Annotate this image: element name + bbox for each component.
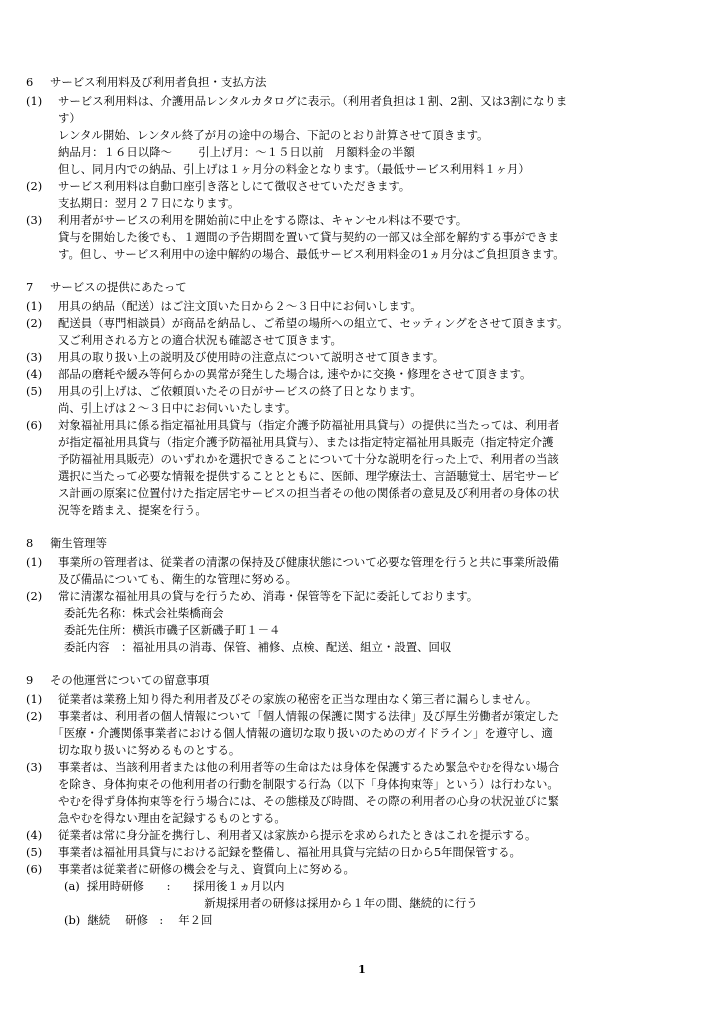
item-text: 況等を踏まえ、提案を行う。 bbox=[58, 503, 207, 517]
section-title: その他運営についての留意事項 bbox=[50, 673, 210, 687]
item-marker: (6) bbox=[26, 418, 43, 432]
item-marker: (2) bbox=[26, 709, 43, 723]
item-marker: (5) bbox=[26, 384, 43, 398]
list-item bbox=[0, 844, 724, 861]
item-text: 事業者は、当該利用者または他の利用者等の生命はたは身体を保護するため緊急やむを得ない場合 bbox=[58, 760, 560, 774]
item-marker: (3) bbox=[26, 350, 43, 364]
list-item bbox=[0, 366, 724, 383]
section-title: サービス利用料及び利用者負担・支払方法 bbox=[50, 75, 267, 89]
consignment-address: 委託先住所：横浜市磯子区新磯子町１－４ bbox=[64, 623, 281, 637]
list-item bbox=[0, 315, 724, 349]
section-8 bbox=[0, 535, 724, 656]
list-item bbox=[0, 827, 724, 844]
item-text: を除き、身体拘束その他利用者の行動を制限する行為（以下「身体拘束等」という）は行わない。 bbox=[58, 777, 559, 791]
item-text: 対象福祉用具に係る指定福祉用具貸与（指定介護予防福祉用具貸与）の提供に当たっては、利用者 bbox=[58, 418, 560, 432]
item-text: 貸与を開始した後でも、１週間の予告期間を置いて貸与契約の一部又は全部を解約する事ができま bbox=[58, 230, 560, 244]
item-marker: (6) bbox=[26, 862, 43, 876]
section-number: 6 bbox=[26, 75, 34, 89]
item-text: す。但し、サービス利用中の途中解約の場合、最低サービス利用料金の1ヵ月分はご負担頂きます。 bbox=[58, 247, 565, 261]
list-item bbox=[0, 417, 724, 519]
list-item bbox=[0, 383, 724, 417]
section-heading bbox=[26, 74, 724, 91]
item-marker: (1) bbox=[26, 555, 43, 569]
item-text: 従業者は業務上知り得た利用者及びその家族の秘密を正当な理由なく第三者に漏らしません。 bbox=[58, 692, 538, 706]
item-marker: (2) bbox=[26, 179, 43, 193]
item-text: ス計画の原案に位置付けた指定居宅サービスの担当者その他の関係者の意見及び利用者の身体の状 bbox=[58, 486, 560, 500]
item-text: やむを得ず身体拘束等を行う場合には、その態様及び時間、その際の利用者の心身の状況並びに緊 bbox=[58, 794, 560, 808]
item-marker: (1) bbox=[26, 692, 43, 706]
section-title: 衛生管理等 bbox=[50, 536, 107, 550]
consignment-content: 委託内容 ：福祉用具の消毒、保管、補修、点検、配送、組立・設置、回収 bbox=[64, 640, 452, 654]
item-text: 但し、同月内での納品、引上げは１ヶ月分の料金となります。（最低サービス利用料１ヶ月） bbox=[58, 162, 530, 176]
training-schedule bbox=[0, 878, 724, 929]
item-text: 急やむを得ない理由を記録するものとする。 bbox=[58, 811, 286, 825]
item-text: す） bbox=[58, 111, 81, 125]
section-heading bbox=[26, 672, 724, 689]
item-text: 尚、引上げは２～３日中にお伺いいたします。 bbox=[58, 401, 297, 415]
list-item bbox=[0, 349, 724, 366]
list-item bbox=[0, 93, 724, 178]
section-number: 7 bbox=[26, 280, 34, 294]
section-heading bbox=[26, 279, 724, 296]
item-text: レンタル開始、レンタル終了が月の途中の場合、下記のとおり計算させて頂きます。 bbox=[58, 128, 489, 142]
document-page bbox=[0, 74, 724, 945]
item-text: 常に清潔な福祉用具の貸与を行うため、消毒・保管等を下記に委託しております。 bbox=[58, 589, 479, 603]
list-item bbox=[0, 212, 724, 263]
item-text: 用具の引上げは、ご依頼頂いたその日がサービスの終了日となります。 bbox=[58, 384, 422, 398]
item-text: サービス利用料は、介護用品レンタルカタログに表示。（利用者負担は１割、2割、又は3割になりま bbox=[58, 94, 568, 108]
item-text: 事業者は従業者に研修の機会を与え、資質向上に努める。 bbox=[58, 862, 355, 876]
page-number: 1 bbox=[358, 963, 366, 976]
item-text: 又ご利用される方との適合状況も確認させて頂きます。 bbox=[58, 333, 342, 347]
list-item bbox=[0, 759, 724, 827]
item-text: 事業者は、利用者の個人情報について「個人情報の保護に関する法律」及び厚生労働者が策定した bbox=[58, 709, 559, 723]
consignment-name: 委託先名称：株式会社柴橋商会 bbox=[64, 606, 224, 620]
item-marker: (1) bbox=[26, 299, 43, 313]
list-item bbox=[0, 178, 724, 212]
item-text: 納品月：１６日以降～ 引上げ月：～１５日以前 月額料金の半額 bbox=[58, 145, 415, 159]
item-marker: (4) bbox=[26, 828, 43, 842]
section-number: 8 bbox=[26, 536, 34, 550]
item-text: 及び備品についても、衛生的な管理に努める。 bbox=[58, 572, 297, 586]
item-marker: (4) bbox=[26, 367, 43, 381]
item-text: 配送員（専門相談員）が商品を納品し、ご希望の場所への組立て、セッティングをさせて頂きます。 bbox=[58, 316, 569, 330]
item-marker: (1) bbox=[26, 94, 43, 108]
list-item bbox=[0, 861, 724, 878]
consignment-details bbox=[0, 605, 724, 656]
section-title: サービスの提供にあたって bbox=[50, 280, 187, 294]
item-text: 切な取り扱いに努めるものとする。 bbox=[58, 743, 241, 757]
item-text: 事業者は福祉用具貸与における記録を整備し、福祉用具貸与完結の日から5年間保管する。 bbox=[58, 845, 521, 859]
section-9 bbox=[0, 672, 724, 929]
item-text: 部品の磨耗や緩み等何らかの異常が発生した場合は, 速やかに交換・修理をさせて頂きます。 bbox=[58, 367, 532, 381]
item-marker: (3) bbox=[26, 760, 43, 774]
section-number: 9 bbox=[26, 673, 34, 687]
item-text: 用具の納品（配送）はご注文頂いた日から２～３日中にお伺いします。 bbox=[58, 299, 422, 313]
item-marker: (2) bbox=[26, 316, 43, 330]
item-marker: (3) bbox=[26, 213, 43, 227]
training-hire: (a) 採用時研修 : 採用後１ヵ月以内 bbox=[64, 879, 285, 893]
item-text: サービス利用料は自動口座引き落としにて徴収させていただきます。 bbox=[58, 179, 411, 193]
item-text: 支払期日：翌月２７日になります。 bbox=[58, 196, 240, 210]
item-text: 用具の取り扱い上の説明及び使用時の注意点について説明させて頂きます。 bbox=[58, 350, 445, 364]
item-text: 選択に当たって必要な情報を提供することとともに、医師、理学療法士、言語聴覚士、居宅サービ bbox=[58, 469, 560, 483]
item-marker: (5) bbox=[26, 845, 43, 859]
item-text: ｢医療・介護関係事業者における個人情報の適切な取り扱いのためのガイドライン」を遵守し、適 bbox=[58, 726, 553, 740]
training-continuing: (b) 継続 研修 : 年２回 bbox=[64, 913, 213, 927]
list-item bbox=[0, 691, 724, 708]
section-6 bbox=[0, 74, 724, 263]
section-heading bbox=[26, 535, 724, 552]
item-text: が指定福祉用具貸与（指定介護予防福祉用具貸与）、または指定特定福祉用具販売（指定特定介護 bbox=[58, 435, 554, 449]
item-text: 利用者がサービスの利用を開始前に中止をする際は、キャンセル料は不要です。 bbox=[58, 213, 468, 227]
list-item bbox=[0, 588, 724, 605]
item-marker: (2) bbox=[26, 589, 43, 603]
item-text: 予防福祉用具販売）のいずれかを選択できることについて十分な説明を行った上で、利用者の当該 bbox=[58, 452, 559, 466]
list-item bbox=[0, 298, 724, 315]
list-item bbox=[0, 554, 724, 588]
item-text: 従業者は常に身分証を携行し、利用者又は家族から提示を求められたときはこれを提示する。 bbox=[58, 828, 537, 842]
list-item bbox=[0, 708, 724, 759]
item-text: 事業所の管理者は、従業者の清潔の保持及び健康状態について必要な管理を行うと共に事業所設備 bbox=[58, 555, 559, 569]
training-hire-detail: 新規採用者の研修は採用から１年の間、継続的に行う bbox=[64, 896, 478, 910]
section-7 bbox=[0, 279, 724, 519]
